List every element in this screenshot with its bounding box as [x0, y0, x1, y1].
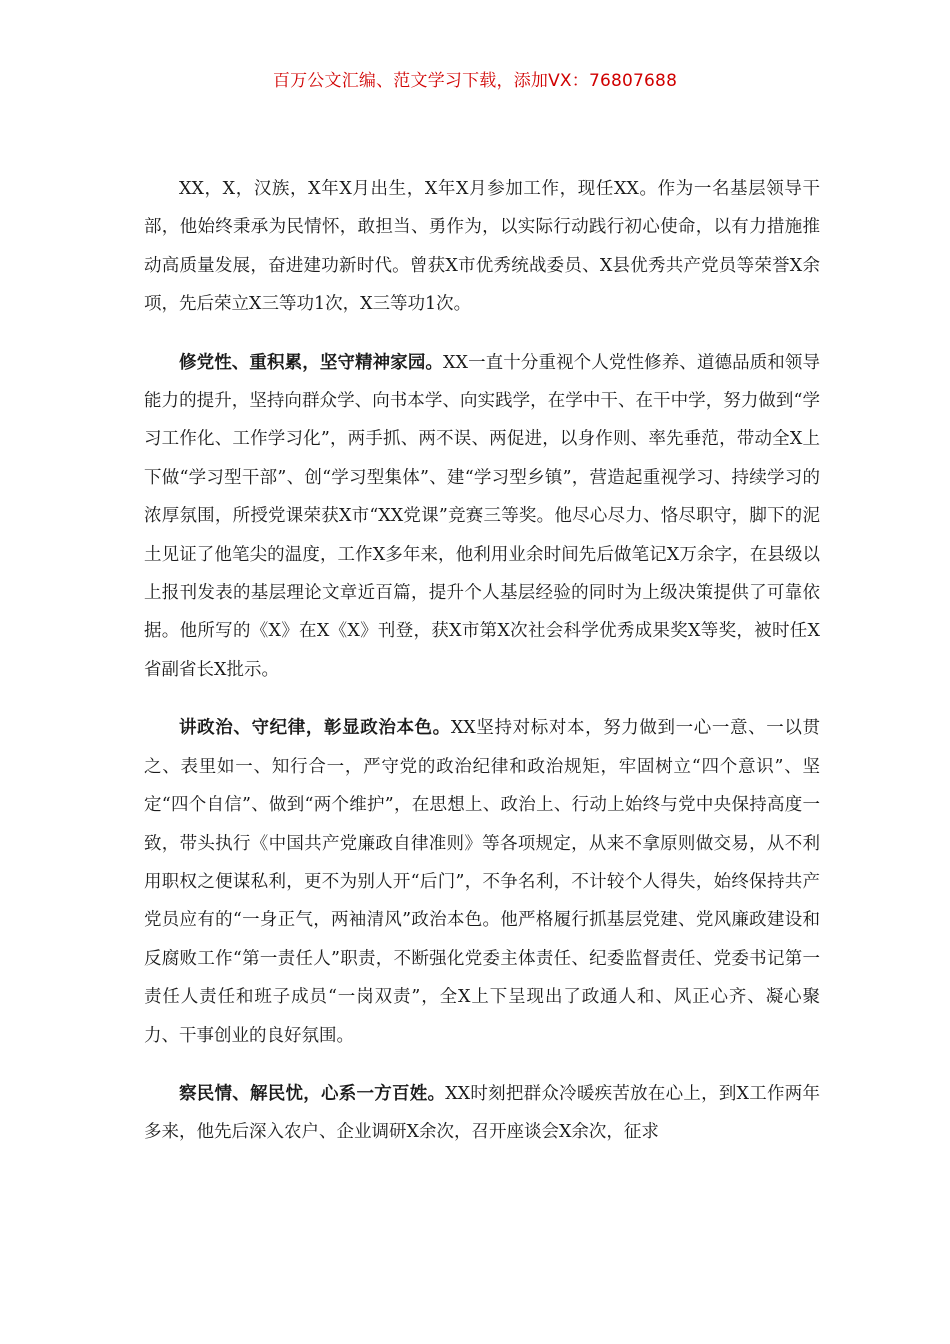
paragraph-politics-discipline: [144, 709, 820, 1055]
paragraph-lead: 察民情、解民忧，心系一方百姓。: [179, 1083, 446, 1104]
paragraph-text: XX，X，汉族，X年X月出生，X年X月参加工作，现任XX。作为一名基层领导干部，他始终秉承为民情怀，敢担当、勇作为，以实际行动践行初心使命，以有力措施推动高质量发展，奋进建功新时代。曾获X市优秀统战委员、X县优秀共产党员等荣誉X余项，先后荣立X三等功1次，X三等功1次。: [144, 179, 820, 315]
paragraph-text: XX一直十分重视个人党性修养、道德品质和领导能力的提升，坚持向群众学、向书本学、向实践学，在学中干、在干中学，努力做到“学习工作化、工作学习化”，两手抓、两不误、两促进，以身作则、率先垂范，带动全X上下做“学习型干部”、创“学习型集体”、建“学习型乡镇”，营造起重视学习、持续学习的浓厚氛围，所授党课荣获X市“XX党课”竞赛三等奖。他尽心尽力、恪尽职守，脚下的泥土见证了他笔尖的温度，工作X多年来，他利用业余时间先后做笔记X万余字，在县级以上报刊发表的基层理论文章近百篇，提升个人基层经验的同时为上级决策提供了可靠依据。他所写的《X》在X《X》刊登，获X市第X次社会科学优秀成果奖X等奖，被时任X省副省长X批示。: [144, 352, 821, 680]
download-banner: 百万公文汇编、范文学习下载，添加VX：76807688: [272, 71, 678, 91]
paragraph-intro: [144, 170, 820, 324]
paragraph-text: XX时刻把群众冷暖疾苦放在心上，到X工作两年多来，他先后深入农户、企业调研X余次，召开座谈会X余次，征求: [144, 1083, 821, 1143]
paragraph-lead: 讲政治、守纪律，彰显政治本色。: [179, 718, 451, 739]
document-body: [144, 170, 820, 1172]
paragraph-text: XX坚持对标对本，努力做到一心一意、一以贯之、表里如一、知行合一，严守党的政治纪律和政治规矩，牢固树立“四个意识”、坚定“四个自信”、做到“两个维护”，在思想上、政治上、行动上始终与党中央保持高度一致，带头执行《中国共产党廉政自律准则》等各项规定，从来不拿原则做交易，从不利用职权之便谋私利，更不为别人开“后门”，不争名利，不计较个人得失，始终保持共产党员应有的“一身正气，两袖清风”政治本色。他严格履行抓基层党建、党风廉政建设和反腐败工作“第一责任人”职责，不断强化党委主体责任、纪委监督责任、党委书记第一责任人责任和班子成员“一岗双责”，全X上下呈现出了政通人和、风正心齐、凝心聚力、干事创业的良好氛围。: [144, 718, 821, 1046]
paragraph-people: [144, 1075, 820, 1152]
paragraph-lead: 修党性、重积累，坚守精神家园。: [179, 352, 444, 373]
paragraph-party-spirit: [144, 344, 820, 690]
